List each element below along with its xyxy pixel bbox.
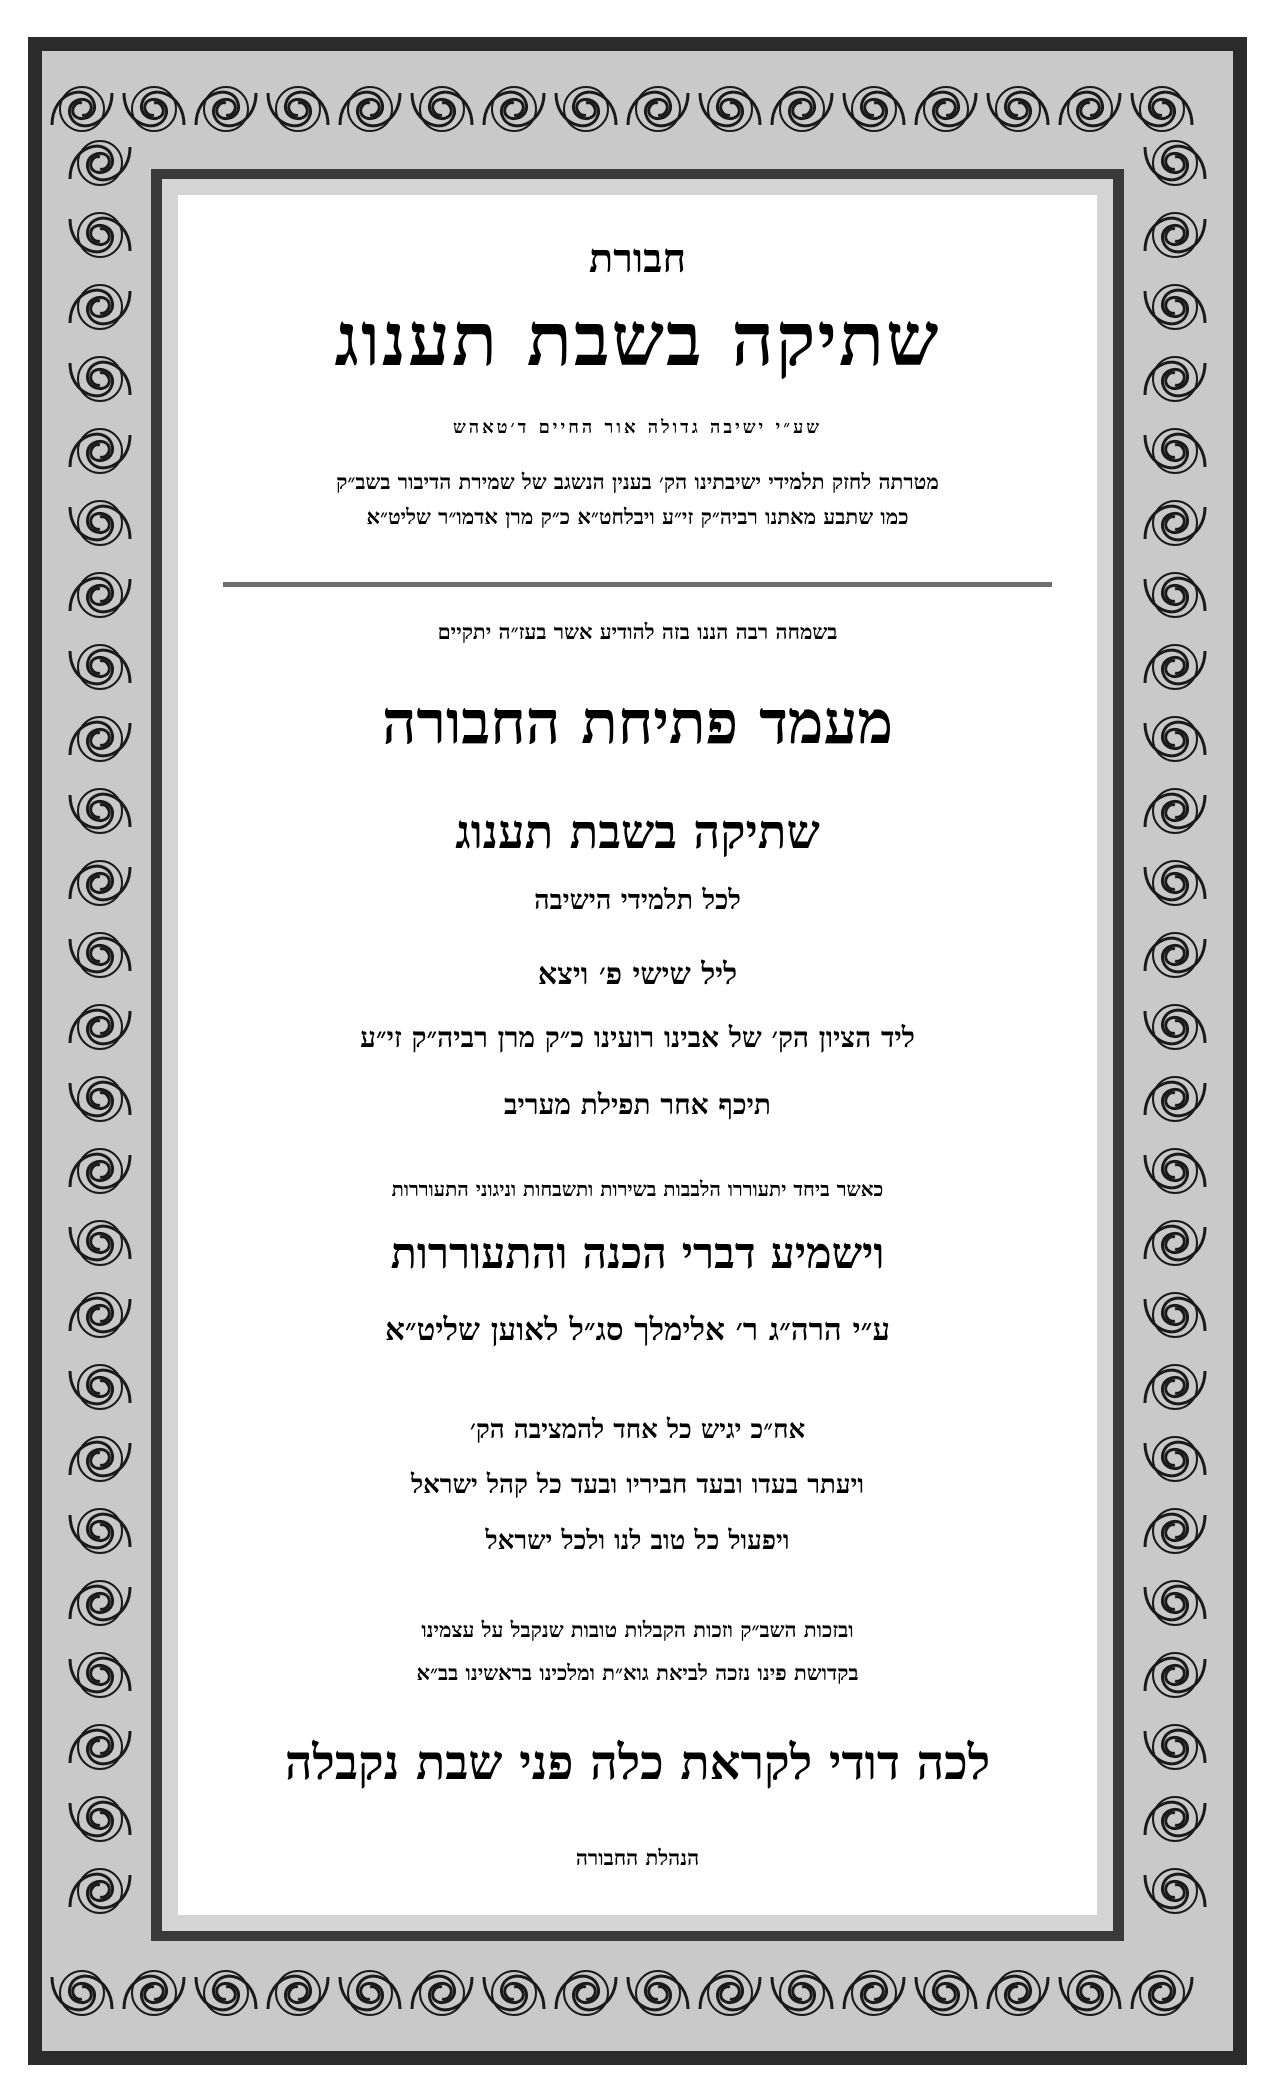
scroll-motif [556,87,616,131]
scroll-motif [412,1971,472,2015]
scroll-motif [772,87,832,131]
scroll-motif [70,213,130,257]
poster-content [178,195,1097,1915]
scroll-motif [1145,1293,1205,1337]
org-label: חבורת [588,235,687,282]
scroll-motif [628,1971,688,2015]
scroll-motif [70,1221,130,1265]
scroll-motif [1145,141,1205,185]
scroll-motif [70,1653,130,1697]
event-time: תיכף אחר תפילת מעריב [503,1088,771,1121]
scroll-motif [70,933,130,977]
scroll-motif [412,87,472,131]
scroll-motif [196,87,256,131]
scroll-motif [916,87,976,131]
scroll-motif [700,87,760,131]
scroll-motif [196,1971,256,2015]
scroll-motif [70,1797,130,1841]
signature: הנהלת החבורה [575,1845,700,1870]
scroll-motif [1145,1005,1205,1049]
merit-line-1: ובזכות השב״ק וזכות הקבלות טובות שנקבל על עצמינו [421,1617,854,1642]
scroll-motif [70,1005,130,1049]
scroll-motif [70,1437,130,1481]
merit-line-2: בקדושת פינו נזכה לביאת גוא״ת ומלכינו בראשינו בב״א [416,1660,859,1685]
scroll-motif [1145,717,1205,761]
scroll-motif [70,1149,130,1193]
scroll-motif [988,87,1048,131]
scroll-motif [1060,87,1120,131]
speaker-line: ע״י הרה״ג ר׳ אלימלך סג״ל לאוען שליט״א [384,1312,891,1348]
mission-line-2: כמו שתבע מאתנו רביה״ק זי״ע ויבלחט״א כ״ק מרן אדמו״ר שליט״א [366,504,909,529]
scroll-motif [70,1581,130,1625]
scroll-motif [1145,789,1205,833]
divider-rule [223,582,1052,587]
mission-line-1: מטרתה לחזק תלמידי ישיבתינו הק׳ בענין הנשגב של שמירת הדיבור בשב״ק [336,469,939,494]
scroll-motif [70,1509,130,1553]
scroll-motif [70,285,130,329]
after-line-1: אח״כ יגיש כל אחד להמציבה הק׳ [469,1415,806,1445]
announcement-intro: בשמחה רבה הננו בזה להודיע אשר בעז״ה יתקיים [437,619,838,644]
scroll-motif [772,1971,832,2015]
scroll-motif [70,717,130,761]
event-title: מעמד פתיחת החבורה [381,688,894,758]
event-date: ליל שישי פ׳ ויצא [537,957,738,992]
scroll-motif [268,1971,328,2015]
scroll-motif [1145,1149,1205,1193]
scroll-motif [844,1971,904,2015]
scroll-motif [988,1971,1048,2015]
scroll-motif [1132,1971,1192,2015]
scroll-motif [70,141,130,185]
scroll-motif [1145,1437,1205,1481]
scroll-motif [916,1971,976,2015]
lecha-dodi-line: לכה דודי לקראת כלה פני שבת נקבלה [284,1735,991,1791]
scroll-motif [268,87,328,131]
after-line-3: ויפעול כל טוב לנו ולכל ישראל [485,1526,790,1556]
scroll-motif [70,1725,130,1769]
scroll-motif [70,1293,130,1337]
scroll-motif [1145,1509,1205,1553]
scroll-motif [1145,429,1205,473]
scroll-motif [52,1971,112,2015]
scroll-motif [70,645,130,689]
scroll-motif [1145,501,1205,545]
scroll-motif [1145,1221,1205,1265]
scroll-motif [124,1971,184,2015]
scroll-motif [1060,1971,1120,2015]
scroll-motif [628,87,688,131]
scroll-motif [1145,645,1205,689]
scroll-motif [1132,87,1192,131]
scroll-motif [556,1971,616,2015]
scroll-motif [1145,1797,1205,1841]
scroll-motif [340,1971,400,2015]
scroll-motif [52,87,112,131]
scroll-motif [1145,285,1205,329]
scroll-motif [70,429,130,473]
scroll-motif [70,573,130,617]
scroll-motif [1145,573,1205,617]
scroll-motif [70,1077,130,1121]
scroll-motif [70,501,130,545]
scroll-motif [1145,1365,1205,1409]
scroll-motif [124,87,184,131]
scroll-motif [1145,933,1205,977]
scroll-motif [1145,357,1205,401]
scroll-motif [1145,1077,1205,1121]
scroll-motif [70,1365,130,1409]
scroll-motif [70,357,130,401]
scroll-motif [484,87,544,131]
scroll-motif [1145,1869,1205,1913]
org-name: שתיקה בשבת תענוג [334,297,941,383]
scroll-motif [70,861,130,905]
scroll-motif [1145,1725,1205,1769]
scroll-motif [844,87,904,131]
program-together-line: כאשר ביחד יתעוררו הלבבות בשירות ותשבחות וניגוני התעוררות [391,1177,884,1201]
scroll-motif [700,1971,760,2015]
event-location: ליד הציון הק׳ של אבינו רועינו כ״ק מרן רביה״ק זי״ע [360,1021,915,1054]
scroll-motif [484,1971,544,2015]
speech-title: וישמיע דברי הכנה והתעוררות [390,1229,885,1279]
scroll-motif [1145,1581,1205,1625]
sponsor-line: שע״י ישיבה גדולה אור החיים ד׳טאהש [452,417,823,438]
scroll-motif [340,87,400,131]
after-line-2: ויעתר בעדו ובעד חביריו ובעד כל קהל ישראל [410,1470,865,1500]
scroll-motif [1145,861,1205,905]
event-audience: לכל תלמידי הישיבה [534,885,741,916]
scroll-motif [1145,213,1205,257]
scroll-motif [1145,1653,1205,1697]
event-subtitle: שתיקה בשבת תענוג [455,805,820,860]
scroll-motif [70,1869,130,1913]
scroll-motif [70,789,130,833]
